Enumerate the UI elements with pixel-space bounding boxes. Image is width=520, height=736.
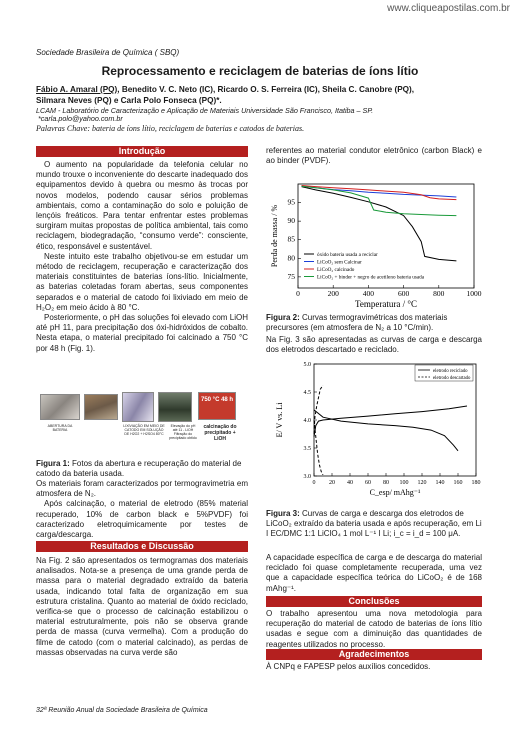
section-ack-heading: Agradecimentos [266, 649, 482, 660]
legend-label: LiCoO₂ calcinado [317, 267, 355, 273]
x-tick-label: 600 [397, 289, 410, 298]
figure-3-caption-label: Figura 3: [266, 509, 300, 518]
y-tick-label: 75 [287, 271, 295, 281]
ack-text: À CNPq e FAPESP pelos auxílios concedidos. [266, 662, 431, 671]
email: *carla.polo@yahoo.com.br [38, 114, 123, 123]
legend-label: eletrodo reciclado [433, 369, 468, 374]
section-intro-heading: Introdução [36, 146, 248, 157]
photo-leaching [84, 394, 118, 420]
figure-1-caption-label: Figura 1: [36, 459, 70, 468]
intro-paragraph: Neste intuito este trabalho objetivou-se em estudar um método de reciclagem, recuperação e caracterização dos materiais constituintes de baterias íons-lítio. Inicialmente, as baterias coletadas foram abertas, seus componentes separados e o material de catodo foi lixiviado em meio de H₂O₂ em meio ácido à 80 °C. [36, 251, 248, 312]
x-tick-label: 40 [347, 480, 353, 486]
y-axis-label: E/ V vs. Li [275, 402, 284, 438]
legend-label: LiCoO₂ sem Calcinar [317, 259, 362, 266]
y-tick-label: 4.0 [303, 418, 311, 424]
series-line [314, 406, 467, 437]
tga-chart [268, 178, 484, 312]
legend-label: óxido bateria usada a reciclar [317, 252, 378, 258]
x-axis-label: C_esp/ mAhg⁻¹ [369, 488, 421, 497]
x-tick-label: 800 [433, 289, 445, 298]
x-tick-label: 0 [312, 480, 316, 486]
y-tick-label: 90 [287, 216, 295, 226]
intro-paragraph: O aumento na popularidade da telefonia celular no mundo trouxe o inconveniente do descarte inadequado dos equipamentos devido à quebra ou mesmo às trocas por novos modelos, podendo causar sérios problemas ambientais, como a contaminação do solo e poluição de lençóis freáticos. Para tentar enfrentar estes problemas surgiram muitas propostas de política ambiental, tais como reciclagem, biodegradação, “consumo verde”: consciente, ético, responsável e sustentável. [36, 160, 248, 251]
first-author: Fábio A. Amaral (PQ) [36, 85, 118, 94]
charge-discharge-chart [268, 358, 484, 508]
figure-3-caption [266, 509, 482, 539]
results-text [36, 556, 248, 658]
section-results-heading: Resultados e Discussão [36, 541, 248, 552]
legend-label: eletrodo descartado [433, 376, 471, 381]
y-tick-label: 85 [287, 234, 295, 244]
authors-line2: Silmara Neves (PQ) e Carla Polo Fonseca (PQ)*. [36, 96, 222, 105]
authors-line1: , Benedito V. C. Neto (IC), Ricardo O. S. Ferreira (IC), Sheila C. Canobre (PQ), [117, 85, 415, 94]
conclusions-text: O trabalho apresentou uma nova metodologia para recuperação do material de catodo de baterias de íons lítio usadas e segue com a diminuição das quantidades de reagentes utilizados no processo. [266, 609, 482, 649]
section-conclusions-heading: Conclusões [266, 596, 482, 607]
authors [36, 84, 486, 106]
figure-3-intro: Na Fig. 3 são apresentadas as curvas de carga e descarga dos eletrodos descartado e reciclado. [266, 335, 482, 355]
y-tick-label: 4.5 [303, 390, 311, 396]
paper-title: Reprocessamento e reciclagem de baterias de íons lítio [101, 64, 419, 78]
x-tick-label: 0 [296, 289, 300, 298]
x-tick-label: 120 [417, 480, 427, 486]
watermark: www.cliqueapostilas.com.br [387, 3, 510, 14]
y-tick-label: 3.0 [303, 474, 311, 480]
x-tick-label: 20 [329, 480, 335, 486]
y-tick-label: 5.0 [303, 362, 311, 368]
figure-2-caption [266, 313, 482, 333]
photo-caption: Elevação do pH até 11 - LiOH Filtração do precipitado obtido [169, 424, 197, 440]
x-tick-label: 400 [362, 289, 375, 298]
x-tick-label: 100 [399, 480, 409, 486]
figure-1-caption-text: Fotos da abertura e recuperação do material de catodo da bateria usada. [36, 459, 242, 478]
x-axis-label: Temperatura / °C [355, 299, 417, 309]
intro-text [36, 160, 248, 354]
figure-2-caption-text: Curvas termogravimétricas dos materiais precursores (em atmosfera de N₂ a 10 °C/min). [266, 313, 448, 332]
photo-caption: ABERTURA DA BATERIA [47, 424, 73, 432]
x-tick-label: 1000 [466, 289, 482, 298]
y-tick-label: 80 [287, 253, 295, 263]
results-after-text: A capacidade específica de carga e de descarga do material reciclado foi quase completamente recuperada, uma vez que a capacidade específica teórica do LiCoO₂ é de 168 mAhg⁻¹. [266, 553, 482, 593]
y-tick-label: 3.5 [303, 446, 311, 452]
keywords: Palavras Chave: bateria de íons lítio, reciclagem de baterias e catodos de baterias. [36, 124, 305, 133]
y-tick-label: 95 [287, 197, 295, 207]
legend-label: LiCoO₂ + binder + negro de acetileno bateria usada [317, 274, 425, 281]
photo-furnace [198, 392, 236, 420]
series-line [314, 410, 458, 451]
intro-paragraph: Após calcinação, o material de eletrodo (85% material recuperado, 10% de carbon black e 5%PVDF) foi caracterizado eletroquimicamente por testes de carga/descarga. [36, 499, 248, 540]
intro-paragraph: Os materiais foram caracterizados por termogravimetria em atmosfera de N₂. [36, 479, 248, 499]
furnace-label: 750 °C 48 h [201, 397, 234, 403]
affiliation: LCAM - Laboratório de Caracterização e Aplicação de Materiais Universidade São Francisco, Itatiba – SP. [36, 106, 374, 115]
x-tick-label: 60 [365, 480, 371, 486]
photo-opening [40, 394, 80, 420]
x-tick-label: 80 [383, 480, 389, 486]
x-tick-label: 200 [327, 289, 339, 298]
intro-after-figure [36, 479, 248, 540]
figure-2-caption-label: Figura 2: [266, 313, 300, 322]
x-tick-label: 160 [453, 480, 463, 486]
results-paragraph: Na Fig. 2 são apresentados os termogramas dos materiais analisados. Nota-se a presença de uma grande perda de massa para o material degradado extraído da bateria usada, indicando total falta de organização em sua estrutura cristalina. Quanto ao material de óxido reciclado, verifica-se que o processo de calcinação estabilizou o material estruturalmente, pois não se observa grande perda de massa (curva vermelha). Com a produção do filme de catodo (com o material calcinado), as perdas de massas observadas na curva verde são [36, 556, 248, 657]
intro-paragraph: Posteriormente, o pH das soluções foi elevado com LiOH até pH 11, para precipitação dos óxi-hidróxidos de cobalto. Nesta etapa, o material precipitado foi calcinado a 750 °C por 48 h (Fig. 1). [36, 313, 248, 353]
photo-precipitate [158, 392, 192, 422]
photo-filtration [122, 392, 154, 422]
footer: 32ª Reunião Anual da Sociedade Brasileira de Química [36, 707, 208, 714]
photo-caption: LIXIVIAÇÃO EM MEIO DE CATODO EM SOLUÇÃO DE H2O2 + H2SO4 80°C [123, 424, 165, 436]
society-name: Sociedade Brasileira de Química ( SBQ) [36, 48, 180, 57]
figure-3-caption-text: Curvas de carga e descarga dos eletrodos de LiCoO₂ extraído da bateria usada e após recuperação, em Li I EC/DMC 1:1 LiClO₄ 1 mol L⁻¹ I Li; i_c = i_d = 100 μA. [266, 509, 482, 538]
figure-1-caption [36, 459, 248, 479]
x-tick-label: 140 [435, 480, 445, 486]
right-top-text: referentes ao material condutor eletrônico (carbon Black) e ao binder (PVDF). [266, 146, 482, 166]
figure-1-photos [40, 392, 248, 456]
x-tick-label: 180 [471, 480, 481, 486]
photo-caption: calcinação do precipitado + LiOH [203, 424, 237, 442]
y-axis-label: Perda de massa / % [270, 204, 279, 268]
